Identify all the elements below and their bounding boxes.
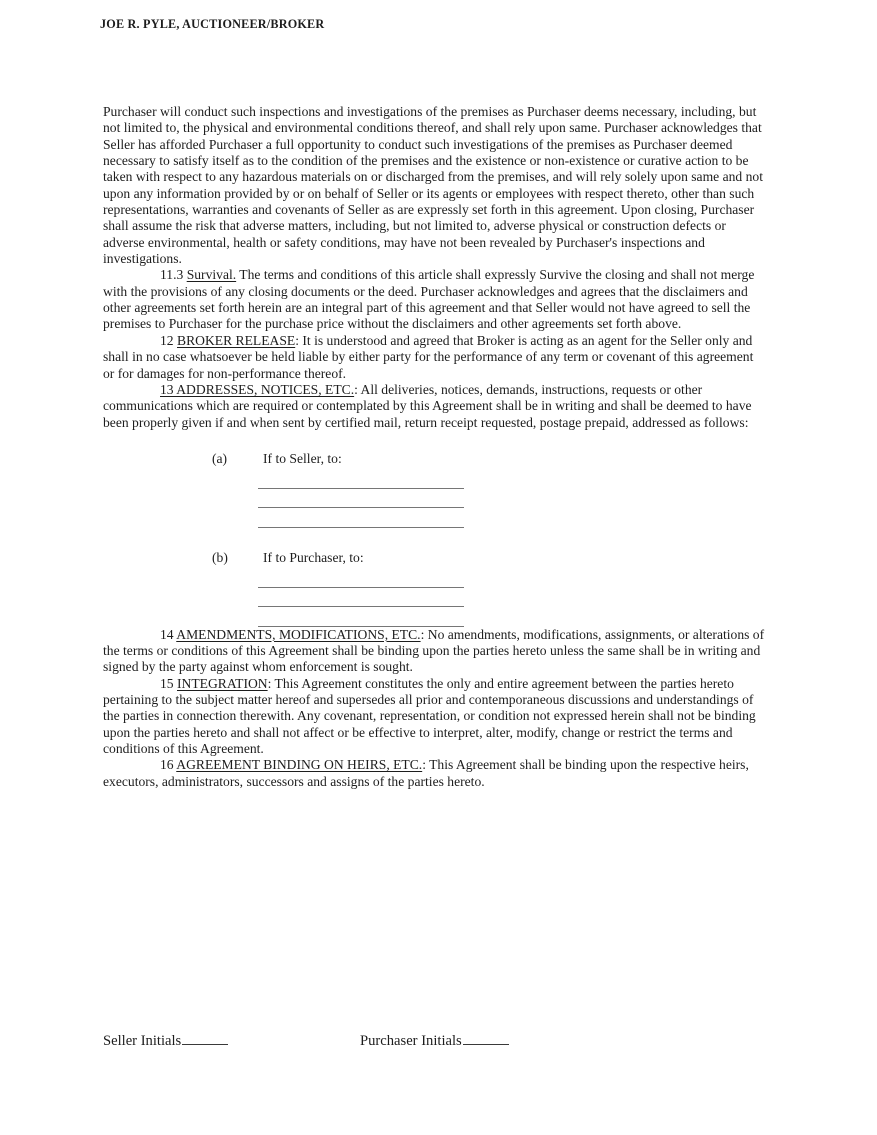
notice-seller-label: If to Seller, to: bbox=[263, 450, 342, 466]
section-binding-heirs-body: : This Agreement shall be binding upon the respective heirs, executors, administrators, successors and assigns of the parties hereto. bbox=[103, 757, 749, 789]
section-amendments bbox=[103, 627, 767, 676]
seller-initials-blank-line bbox=[182, 1030, 228, 1045]
seller-address-blank-line-3 bbox=[258, 508, 464, 528]
section-integration-body: : This Agreement constitutes the only and entire agreement between the parties hereto pertaining to the subject matter hereof and supersedes all prior and contemporaneous discussions and understandings of the parties in connection therewith. Any covenant, representation, or condition not expressed herein shall not be binding upon the parties hereto and shall not affect or be effective to interpret, alter, modify, change or restrict the terms and conditions of this Agreement. bbox=[103, 675, 756, 756]
section-addresses-notices bbox=[103, 382, 767, 431]
section-broker-release-body: : It is understood and agreed that Broker is acting as an agent for the Seller only and shall in no case whatsoever be held liable by either party for the performance of any term or covenant of this agreement or for damages for non-performance thereof. bbox=[103, 332, 754, 381]
section-broker-release bbox=[103, 333, 767, 382]
purchaser-address-blank-line-1 bbox=[258, 568, 464, 588]
seller-initials-label: Seller Initials bbox=[103, 1033, 182, 1049]
document-header: JOE R. PYLE, AUCTIONEER/BROKER bbox=[100, 17, 325, 31]
section-integration-title: INTEGRATION bbox=[177, 675, 268, 691]
section-amendments-body: : No amendments, modifications, assignments, or alterations of the terms or conditions of this Agreement shall be binding upon the parties hereto unless the same shall be in writing and signed by the party against whom enforcement is sought. bbox=[103, 626, 765, 675]
section-survival bbox=[103, 267, 767, 332]
section-survival-number: 11.3 bbox=[160, 267, 187, 283]
notice-purchaser-marker: (b) bbox=[212, 549, 228, 565]
section-amendments-title: AMENDMENTS, MODIFICATIONS, ETC. bbox=[176, 626, 421, 642]
purchaser-initials bbox=[360, 1030, 509, 1050]
notice-block-seller bbox=[103, 451, 767, 528]
document-body bbox=[103, 104, 767, 790]
section-broker-release-number: 12 bbox=[160, 332, 177, 348]
section-broker-release-title: BROKER RELEASE bbox=[177, 332, 296, 348]
seller-address-blank-line-2 bbox=[258, 489, 464, 509]
purchaser-address-blank-line-3 bbox=[258, 607, 464, 627]
purchaser-initials-blank-line bbox=[463, 1030, 509, 1045]
section-addresses-notices-title: 13 ADDRESSES, NOTICES, ETC. bbox=[160, 381, 355, 397]
section-survival-body: The terms and conditions of this article shall expressly Survive the closing and shall not merge with the provisions of any closing documents or the deed. Purchaser acknowledges and agrees that the disclaimers and other agreements set forth herein are an integral part of this agreement and that Seller would not have agreed to sell the premises to Purchaser for the purchase price without the disclaimers and other agreements set forth above. bbox=[103, 267, 755, 332]
section-binding-heirs-number: 16 bbox=[160, 757, 177, 773]
purchaser-address-blank-line-2 bbox=[258, 588, 464, 608]
notice-seller-row bbox=[103, 451, 767, 467]
section-binding-heirs bbox=[103, 757, 767, 790]
notice-purchaser-row bbox=[103, 550, 767, 566]
purchaser-initials-label: Purchaser Initials bbox=[360, 1033, 462, 1049]
section-binding-heirs-title: AGREEMENT BINDING ON HEIRS, ETC. bbox=[176, 757, 423, 773]
notice-seller-marker: (a) bbox=[212, 450, 228, 466]
seller-initials bbox=[103, 1030, 228, 1050]
notice-purchaser-label: If to Purchaser, to: bbox=[263, 549, 364, 565]
seller-address-blank-line-1 bbox=[258, 469, 464, 489]
section-amendments-number: 14 bbox=[160, 626, 177, 642]
paragraph-inspection-text: Purchaser will conduct such inspections and investigations of the premises as Purchaser deems necessary, including, but not limited to, the physical and environmental conditions thereof, and shall rely upon same. Purchaser acknowledges that Seller has afforded Purchaser a full opportunity to conduct such investigations of the premises as Purchaser deemed necessary to satisfy itself as to the condition of the premises and the existence or non-existence or curative action to be taken with respect to any hazardous materials on or discharged from the premises, and will rely solely upon same and not upon any information provided by or on behalf of Seller or its agents or employees with respect thereto, other than such representations, warranties and covenants of Seller as are expressly set forth in this agreement. Upon closing, Purchaser shall assume the risk that adverse matters, including, but not limited to, adverse physical or construction defects or adverse environmental, health or safety conditions, may have not been revealed by Purchaser's inspections and investigations. bbox=[103, 104, 763, 267]
section-survival-title: Survival. bbox=[186, 267, 237, 283]
notice-block-purchaser bbox=[103, 550, 767, 627]
section-integration bbox=[103, 676, 767, 758]
section-addresses-notices-body: : All deliveries, notices, demands, instructions, requests or other communications which are required or contemplated by this Agreement shall be in writing and shall be deemed to have been properly given if and when sent by certified mail, return receipt requested, postage prepaid, addressed as follows: bbox=[103, 381, 752, 430]
section-integration-number: 15 bbox=[160, 675, 177, 691]
paragraph-inspection bbox=[103, 104, 767, 267]
